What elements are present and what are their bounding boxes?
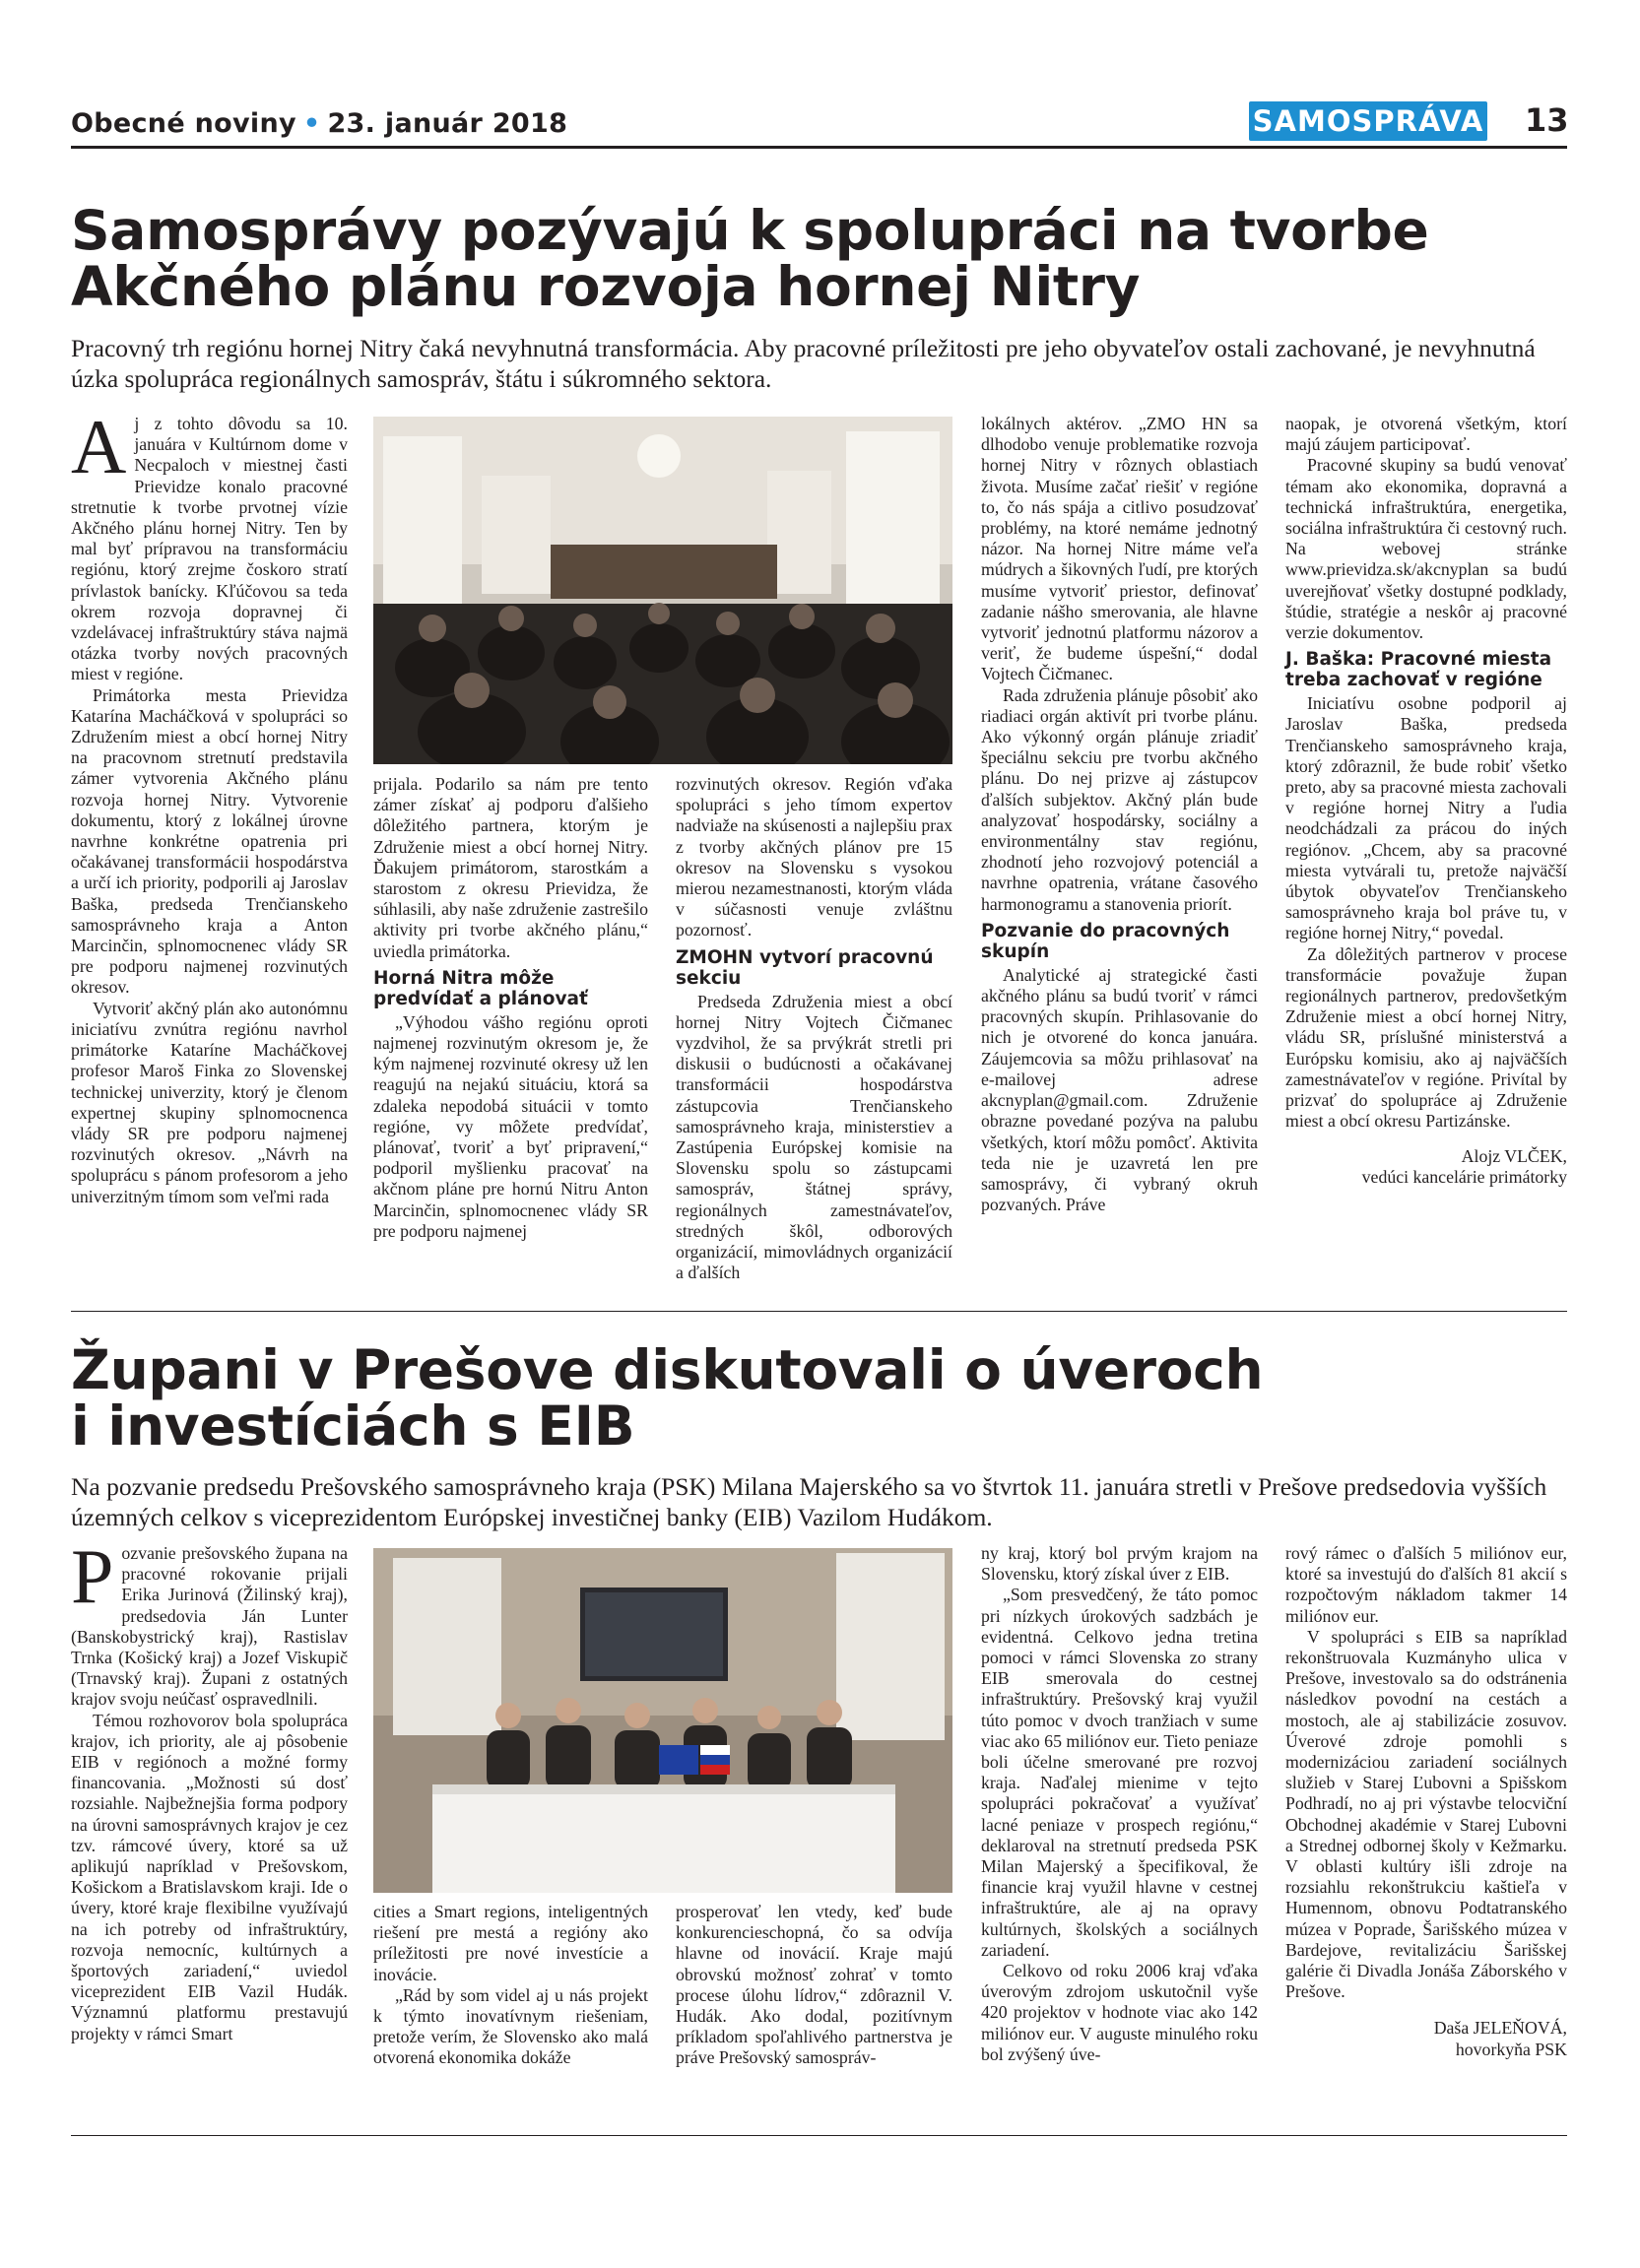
article1-column-5 bbox=[1285, 414, 1567, 1188]
paragraph: Vytvoriť akčný plán ako autonómnu iniciatívu zvnútra regiónu navrhol primátorke Kataríne Macháčkovej profesor Maroš Finka zo Slovenskej technickej univerzity, ktorý je členom expertnej skupiny splnomocnenca vlády SR pre podporu najmenej rozvinutých okresov. „Návrh na spoluprácu s pánom profesorom a jeho univerzitným tímom som veľmi rada bbox=[71, 998, 348, 1206]
author-title: vedúci kancelárie primátorky bbox=[1361, 1166, 1567, 1187]
article2-column-3 bbox=[676, 1902, 952, 2069]
paragraph: ny kraj, ktorý bol prvým krajom na Slovensku, ktorý získal úver z EIB. bbox=[981, 1543, 1258, 1585]
page-number: 13 bbox=[1525, 101, 1569, 139]
paragraph: Celkovo od roku 2006 kraj vďaka úverovým zdrojom uskutočnil vyše 420 projektov v hodnote viac ako 142 miliónov eur. V auguste minulého roku bol zvýšený úve- bbox=[981, 1961, 1258, 2064]
author-title: hovorkyňa PSK bbox=[1455, 2039, 1567, 2059]
issue-date: 23. január 2018 bbox=[327, 108, 568, 139]
article1-column-4 bbox=[981, 414, 1258, 1215]
article2-column-4 bbox=[981, 1543, 1258, 2065]
paragraph: „Výhodou vášho regiónu oproti najmenej rozvinutým okresom je, že kým najmenej rozvinuté okresy už len reagujú na nejakú situáciu, ktorá sa zdaleka nepodobá situácii v tomto regióne, vy môžete predvídať, plánovať, tvoriť a byť pripravení,“ podporil myšlienku pracovať na akčnom pláne pre hornú Nitru Anton Marcinčin, splnomocnenec vlády SR pre podporu najmenej bbox=[373, 1011, 648, 1241]
article-divider bbox=[71, 1311, 1567, 1312]
header-rule bbox=[71, 146, 1567, 149]
paragraph: lokálnych aktérov. „ZMO HN sa dlhodobo venuje problematike rozvoja hornej Nitry v rôznych oblastiach života. Musíme začať riešiť v regióne to, čo nás spája a citlivo posudzovať problémy, na ktoré nemáme jednotný názor. Na hornej Nitre máme veľa múdrych a šikovných ľudí, pre ktorých musíme vytvoriť priestor, definovať zadanie nášho smerovania, ale hlavne vytvoriť jednotnú platformu názorov a veriť, že budeme úspešní,“ dodal Vojtech Čičmanec. bbox=[981, 414, 1258, 684]
headline-line: Župani v Prešove diskutovali o úveroch bbox=[71, 1338, 1264, 1401]
paragraph: ozvanie prešovského župana na pracovné rokovanie prijali Erika Jurinová (Žilinský kraj), predsedovia Ján Lunter (Banskobystrický kraj), Rastislav Trnka (Košický kraj) a Jozef Viskupič (Trnavský kraj). Župani z ostatných krajov svoju neúčasť ospravedlnili. bbox=[71, 1543, 348, 1710]
paragraph: V spolupráci s EIB sa napríklad rekonštruovala Kuzmányho ulica v Prešove, investovalo sa do odstránenia následkov povodní na cestách a mostoch, ale aj stabilizácie zosuvov. Úverové zdroje pomohli s modernizáciou zariadení sociálnych služieb v Starej Ľubovni a Spišskom Podhradí, no aj pri výstavbe telocviční Obchodnej akadémie v Starej Ľubovni a Strednej odbornej školy v Kežmarku. V oblasti kultúry išli zdroje na rozsiahlu rekonštrukciu kaštieľa v Humennom, obnovu Podtatranského múzea v Poprade, Šarišského múzea v Bardejove, revitalizáciu Šarišskej galérie či Divadla Jonáša Záborského v Prešove. bbox=[1285, 1626, 1567, 2002]
author-name: Alojz VLČEK, bbox=[1461, 1145, 1567, 1166]
article1-lead: Pracovný trh regiónu hornej Nitry čaká nevyhnutná transformácia. Aby pracovné príležitosti pre jeho obyvateľov ostali zachované, je nevyhnutná úzka spolupráca regionálnych samospráv, štátu i súkromného sektora. bbox=[71, 334, 1536, 393]
paragraph: Za dôležitých partnerov v procese transformácie považuje župan regionálnych partnerov, predovšetkým Združenie miest a obcí hornej Nitry, vládu SR, príslušné ministerstvá a Európsku komisiu, ako aj najväčších zamestnávateľov v regióne. Privítal by prizvať do spolupráce aj Združenie miest a obcí okresu Partizánske. bbox=[1285, 943, 1567, 1132]
article2-column-5 bbox=[1285, 1543, 1567, 2060]
article2-headline bbox=[71, 1338, 1567, 1458]
section-badge: SAMOSPRÁVA bbox=[1249, 101, 1487, 141]
paragraph: naopak, je otvorená všetkým, ktorí majú záujem participovať. bbox=[1285, 414, 1567, 455]
page-bottom-rule bbox=[71, 2135, 1567, 2136]
paragraph: Predseda Združenia miest a obcí hornej Nitry Vojtech Čičmanec vyzdvihol, že sa prvýkrát stretli pri diskusii o budúcnosti a očakávanej transformácii hospodárstva zástupcovia Trenčianskeho samosprávneho kraja, ministerstiev a Zastúpenia Európskej komisie na Slovensku spolu so zástupcami samospráv, štátnej správy, regionálnych zamestnávateľov, stredných škôl, odborových organizácií, mimovládnych organizácií a ďalších bbox=[676, 991, 952, 1283]
paragraph: rozvinutých okresov. Región vďaka spolupráci s jeho tímom expertov nadviaže na skúsenosti a najlepšiu prax z tvorby akčných plánov pre 15 okresov na Slovensku s vysokou mierou nezamestnanosti, ktorým vláda v súčasnosti venuje zvláštnu pozornosť. bbox=[676, 774, 952, 940]
paragraph: „Som presvedčený, že táto pomoc pri nízkych úrokových sadzbách je evidentná. Celkovo jedna tretina pomoci v rámci Slovenska zo strany EIB smerovala do cestnej infraštruktúry. Prešovský kraj využil túto pomoc v dvoch tranžiach v sume viac ako 65 miliónov eur. Tieto peniaze boli účelne smerované pre rozvoj kraja. Naďalej mienime v tejto spolupráci pokračovať a využívať lacné peniaze v prospech regiónu,“ deklaroval na stretnutí predseda PSK Milan Majerský a špecifikoval, že financie kraj využil hlavne v cestnej infraštruktúre, ale aj na opravy kultúrnych, školských a sociálnych zariadení. bbox=[981, 1585, 1258, 1960]
paragraph: „Rád by som videl aj u nás projekt k týmto inovatívnym riešeniam, pretože verím, že Slovensko ako malá otvorená ekonomika dokáže bbox=[373, 1984, 648, 2068]
publication-name: Obecné noviny bbox=[71, 108, 296, 139]
drop-cap: P bbox=[71, 1533, 114, 1619]
paragraph: Rada združenia plánuje pôsobiť ako riadiaci orgán aktivít pri tvorbe plánu. Ako výkonný orgán plánuje zriadiť špeciálnu sekciu pre tvorbu akčného plánu. Do nej prizve aj zástupcov ďalších subjektov. Akčný plán bude analyzovať hospodársky, sociálny a environmentálny stav regiónu, zhodnotí jeho rozvojový potenciál a navrhne opatrenia, vrátane časového harmonogramu a stanovenia priorít. bbox=[981, 684, 1258, 914]
paragraph: Analytické aj strategické časti akčného plánu sa budú tvoriť v rámci pracovných skupín. Prihlasovanie do nich je otvorené do konca januára. Záujemcovia sa môžu prihlasovať na e-mailovej adrese akcnyplan@gmail.com. Združenie obrazne povedané pozýva na palubu všetkých, ktorí môžu pomôcť. Aktivita teda nie je uzavretá len pre samosprávy, či vybraný okruh pozvaných. Práve bbox=[981, 964, 1258, 1215]
separator-dot-icon: • bbox=[302, 108, 321, 139]
article2-column-2 bbox=[373, 1902, 648, 2069]
article1-column-1 bbox=[71, 404, 348, 1207]
paragraph: cities a Smart regions, inteligentných riešení pre mestá a regióny ako príležitosti pre nové investície a inovácie. bbox=[373, 1902, 648, 1984]
paragraph: Pracovné skupiny sa budú venovať témam ako ekonomika, dopravná a technická infraštruktúra, energetika, sociálna infraštruktúra či cestovný ruch. Na webovej stránke www.prievidza.sk/akcnyplan sa budú uverejňovať všetky dostupné podklady, štúdie, stratégie a neskôr aj pracovné verzie dokumentov. bbox=[1285, 455, 1567, 643]
paragraph: Iniciatívu osobne podporil aj Jaroslav Baška, predseda Trenčianskeho samosprávneho kraja, ktorý zdôraznil, že bude robiť všetko preto, aby sa pracovné miesta zachovali v regióne hornej Nitry a ľudia neodchádzali za prácou do iných regiónov. „Chcem, aby sa pracovné miesta vytvárali tu, pretože najväčší úbytok obyvateľov Trenčianskeho samosprávneho kraja bol práve tu, v regióne hornej Nitry,“ povedal. bbox=[1285, 693, 1567, 943]
press-conference-photo bbox=[373, 1548, 952, 1893]
article1-column-3 bbox=[676, 774, 952, 1283]
subheading: ZMOHN vytvorí pracovnú sekciu bbox=[676, 946, 934, 989]
paragraph: Témou rozhovorov bola spolupráca krajov, ich priority, ale aj pôsobenie EIB v regiónoch a možné formy financovania. „Možnosti sú dosť rozsiahle. Najbežnejšia forma podpory na úrovni samosprávnych krajov je cez tzv. rámcové úvery, ktoré sa už aplikujú napríklad v Prešovskom, Košickom a Bratislavskom kraji. Ide o úvery, ktoré kraje flexibilne využívajú na ich potreby od infraštruktúry, rozvoja nemocníc, kultúrnych a športových zariadení,“ uviedol viceprezident EIB Vazil Hudák. Významnú platformu prestavujú projekty v rámci Smart bbox=[71, 1710, 348, 2043]
paragraph: rový rámec o ďalších 5 miliónov eur, ktoré sa investujú do ďalších 81 akcií s rozpočtovým nákladom takmer 14 miliónov eur. bbox=[1285, 1543, 1567, 1626]
subheading: Horná Nitra môže predvídať a plánovať bbox=[373, 967, 588, 1009]
article1-column-2 bbox=[373, 774, 648, 1242]
author-name: Daša JELEŇOVÁ, bbox=[1433, 2018, 1567, 2039]
article2-column-1 bbox=[71, 1533, 348, 2044]
subheading: J. Baška: Pracovné miesta treba zachovať v regióne bbox=[1285, 649, 1552, 691]
paragraph: j z tohto dôvodu sa 10. januára v Kultúrnom dome v Necpaloch v miestnej časti Prievidze konalo pracovné stretnutie k tvorbe prvotnej vízie Akčného plánu hornej Nitry. Ten by mal byť prípravou na transformáciu regiónu, ktorý zrejme čoskoro stratí prívlastok banícky. Kľúčovou sa teda okrem rozvoja dopravnej či vzdelávacej infraštruktúry stáva najmä otázka tvorby nových pracovných miest v regióne. bbox=[71, 414, 348, 684]
article1-headline: Samosprávy pozývajú k spolupráci na tvorbe Akčného plánu rozvoja hornej Nitry bbox=[71, 199, 1429, 318]
paragraph: prosperovať len vtedy, keď bude konkurencieschopná, čo sa odvíja hlavne od inovácií. Kraje majú obrovskú možnosť zohrať v tomto procese úlohu lídrov,“ zdôraznil V. Hudák. Ako dodal, pozitívnym príkladom spoľahlivého partnerstva je práve Prešovský samospráv- bbox=[676, 1902, 952, 2068]
paragraph: prijala. Podarilo sa nám pre tento zámer získať aj podporu ďalšieho dôležitého partnera, ktorým je Združenie miest a obcí hornej Nitry. Ďakujem primátorom, starostkám a starostom z okresu Prievidza, že súhlasili, aby naše združenie zastrešilo aktivity pri tvorbe akčného plánu,“ uviedla primátorka. bbox=[373, 774, 648, 961]
article2-lead: Na pozvanie predsedu Prešovského samosprávneho kraja (PSK) Milana Majerského sa vo štvrtok 11. januára stretli v Prešove predsedovia vyšších územných celkov s viceprezidentom Európskej investičnej banky (EIB) Vazilom Hudákom. bbox=[71, 1472, 1547, 1531]
conference-hall-photo bbox=[373, 417, 952, 764]
paragraph: Primátorka mesta Prievidza Katarína Macháčková v spolupráci so Združením miest a obcí hornej Nitry na pracovnom stretnutí predstavila zámer vytvorenia Akčného plánu rozvoja hornej Nitry. Vytvorenie dokumentu, ktorý z lokálnej úrovne navrhne konkrétne opatrenia pri očakávanej transformácii hospodárstva a určí ich priority, podporili aj Jaroslav Baška, predseda Trenčianskeho samosprávneho kraja a Anton Marcinčin, splnomocnenec vlády SR pre podporu najmenej rozvinutých okresov. bbox=[71, 684, 348, 998]
headline-line: i investíciách s EIB bbox=[71, 1394, 635, 1458]
drop-cap: A bbox=[71, 404, 127, 489]
masthead bbox=[71, 108, 567, 139]
subheading: Pozvanie do pracovných skupín bbox=[981, 920, 1230, 962]
